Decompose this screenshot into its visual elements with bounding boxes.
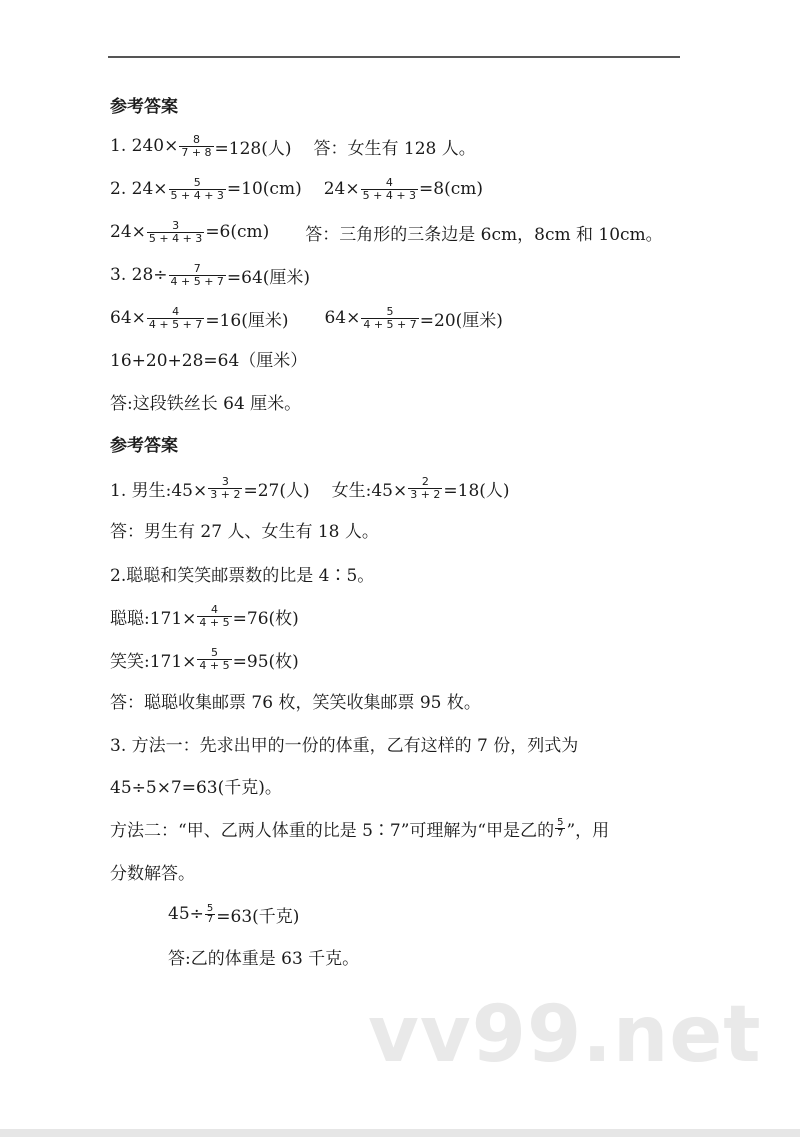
denominator: 5 + 4 + 3 — [362, 188, 417, 202]
denominator: 7 — [206, 913, 214, 925]
denominator: 4 + 5 + 7 — [148, 317, 203, 331]
denominator: 4 + 5 — [199, 615, 230, 629]
expr: 45÷ — [168, 904, 204, 924]
expr: =76(枚) — [232, 608, 299, 629]
expr: =18(人) — [443, 480, 510, 501]
expr: =20(厘米) — [419, 310, 503, 331]
s2-q3-line2 — [110, 767, 282, 803]
expr: 1. 男生:45× — [110, 480, 208, 501]
expr: =63(千克) — [216, 906, 300, 927]
expr: 16+20+28=64（厘米） — [110, 350, 308, 371]
expr: =27(人) — [243, 480, 310, 501]
expr: 2. 24× — [110, 179, 168, 199]
expr: =10(cm) — [226, 179, 302, 199]
s1-q3a-line — [110, 257, 310, 293]
numerator: 3 — [172, 218, 180, 232]
s2-q2b-line — [110, 641, 299, 677]
numerator: 3 — [221, 474, 229, 488]
fraction — [147, 220, 204, 245]
fraction — [147, 306, 204, 331]
denominator: 4 + 5 — [199, 658, 230, 672]
denominator: 5 + 4 + 3 — [148, 231, 203, 245]
s1-q3c-line — [110, 340, 307, 376]
s2-q3-line1 — [110, 725, 578, 761]
section1-heading — [110, 86, 178, 122]
s1-q2a-line — [110, 171, 483, 207]
answer-text: 答:乙的体重是 63 千克。 — [168, 948, 360, 969]
numerator: 8 — [192, 132, 200, 146]
expr: 3. 28÷ — [110, 265, 168, 285]
expr: 64× — [110, 308, 146, 328]
expr: =64(厘米) — [226, 267, 311, 288]
s1-q3b-line — [110, 300, 503, 336]
fraction — [197, 604, 231, 629]
expr: 方法二：“甲、乙两人体重的比是 5∶7”可理解为“甲是乙的 — [110, 820, 555, 841]
s2-q1-line — [110, 470, 510, 506]
s1-q1-line — [110, 128, 476, 164]
answer-text: 答：男生有 27 人、女生有 18 人。 — [110, 521, 379, 542]
s1-q3d-line — [110, 383, 301, 419]
numerator: 5 — [206, 902, 214, 914]
numerator: 4 — [211, 602, 219, 616]
expr: =8(cm) — [419, 179, 483, 199]
fraction — [361, 306, 418, 331]
answer-text: 答：聪聪收集邮票 76 枚，笑笑收集邮票 95 枚。 — [110, 692, 481, 713]
numerator: 4 — [172, 304, 180, 318]
expr: =16(厘米) — [205, 310, 289, 331]
fraction — [205, 904, 215, 925]
denominator: 3 + 2 — [410, 487, 441, 501]
s2-q3-line4 — [110, 853, 195, 889]
s2-q1ans-line — [110, 511, 379, 547]
s2-q3-line6 — [168, 938, 359, 974]
numerator: 5 — [211, 645, 219, 659]
expr: 女生:45× — [331, 480, 408, 501]
denominator: 7 + 8 — [181, 145, 212, 159]
fraction — [197, 647, 231, 672]
expr: 1. 240× — [110, 136, 179, 156]
s2-q3-line3 — [110, 810, 609, 846]
expr: ”，用 — [566, 820, 610, 841]
denominator: 5 + 4 + 3 — [170, 188, 224, 202]
numerator: 4 — [385, 175, 393, 189]
expr: 笑笑:171× — [110, 651, 197, 672]
s2-q2-line — [110, 555, 374, 591]
numerator: 5 — [557, 816, 564, 828]
fraction — [555, 818, 565, 839]
watermark: vv99.net — [368, 990, 762, 1080]
question-text: 2.聪聪和笑笑邮票数的比是 4∶5。 — [110, 565, 375, 586]
page-bottom-edge — [0, 1129, 800, 1137]
expr: 聪聪:171× — [110, 608, 197, 629]
denominator: 4 + 5 + 7 — [363, 317, 417, 331]
expr: 24× — [323, 179, 360, 199]
answer-text: 答：三角形的三条边是 6cm，8cm 和 10cm。 — [305, 224, 663, 245]
numerator: 7 — [193, 261, 201, 275]
answer-text: 答:这段铁丝长 64 厘米。 — [110, 393, 302, 414]
s2-q2ans-line — [110, 682, 481, 718]
expr: =128(人) — [214, 138, 292, 159]
section2-heading-text: 参考答案 — [110, 435, 178, 456]
section2-heading — [110, 425, 178, 461]
expr: 64× — [324, 308, 361, 328]
fraction — [408, 476, 442, 501]
s2-q2a-line — [110, 598, 299, 634]
fraction — [169, 177, 226, 202]
denominator: 3 + 2 — [210, 487, 241, 501]
answer-text: 答：女生有 128 人。 — [313, 138, 476, 159]
numerator: 5 — [386, 304, 394, 318]
fraction — [179, 134, 213, 159]
denominator: 7 — [557, 827, 564, 839]
s2-q3-line5 — [168, 896, 299, 932]
fraction — [361, 177, 418, 202]
question-text: 分数解答。 — [110, 863, 195, 884]
top-rule — [108, 56, 680, 58]
s1-q2b-line — [110, 214, 663, 250]
expr: 24× — [110, 222, 146, 242]
expr: 45÷5×7=63(千克)。 — [110, 777, 282, 798]
question-text: 3. 方法一：先求出甲的一份的体重，乙有这样的 7 份，列式为 — [110, 735, 579, 756]
section1-heading-text: 参考答案 — [110, 96, 178, 117]
expr: =95(枚) — [232, 651, 299, 672]
fraction — [169, 263, 226, 288]
denominator: 4 + 5 + 7 — [170, 274, 224, 288]
numerator: 2 — [421, 474, 429, 488]
numerator: 5 — [193, 175, 201, 189]
expr: =6(cm) — [205, 222, 270, 242]
fraction — [208, 476, 242, 501]
